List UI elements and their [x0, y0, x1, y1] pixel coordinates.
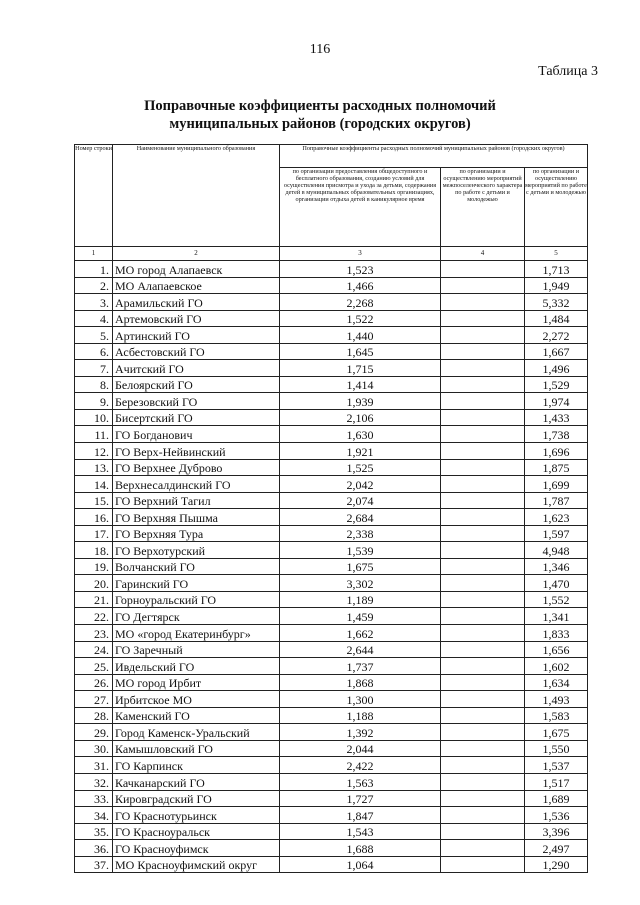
table-row — [75, 360, 588, 377]
row-number: 5. — [75, 327, 113, 344]
table-label: Таблица 3 — [538, 64, 598, 79]
municipality-name: Арамильский ГО — [113, 294, 280, 311]
youth-coefficient: 1,602 — [525, 658, 588, 675]
education-coefficient: 1,868 — [280, 674, 441, 691]
row-number: 3. — [75, 294, 113, 311]
header-education-coefficient: по организации предоставления общедоступного и бесплатного образования, созданию условий для осуществления присмотра и ухода за детьми, содержания детей в муниципальных образовательных организациях, организации отдыха детей в каникулярное время — [280, 168, 441, 247]
interdistrict-youth-coefficient — [441, 360, 525, 377]
row-number: 25. — [75, 658, 113, 675]
row-number: 37. — [75, 856, 113, 873]
youth-coefficient: 1,787 — [525, 492, 588, 509]
interdistrict-youth-coefficient — [441, 856, 525, 873]
education-coefficient: 2,422 — [280, 757, 441, 774]
row-number: 11. — [75, 426, 113, 443]
municipality-name: Волчанский ГО — [113, 558, 280, 575]
education-coefficient: 1,563 — [280, 773, 441, 790]
row-number: 4. — [75, 310, 113, 327]
table-row — [75, 724, 588, 741]
header-interdistrict-youth-coefficient: по организации и осуществлению мероприятий межпоселенческого характера по работе с детьми и молодежью — [441, 168, 525, 247]
youth-coefficient: 2,272 — [525, 327, 588, 344]
youth-coefficient: 1,537 — [525, 757, 588, 774]
table-row — [75, 476, 588, 493]
education-coefficient: 1,847 — [280, 807, 441, 824]
municipality-name: ГО Верхний Тагил — [113, 492, 280, 509]
interdistrict-youth-coefficient — [441, 426, 525, 443]
municipality-name: МО Алапаевское — [113, 277, 280, 294]
youth-coefficient: 1,536 — [525, 807, 588, 824]
coefficients-table — [74, 144, 588, 873]
row-number: 15. — [75, 492, 113, 509]
youth-coefficient: 1,656 — [525, 641, 588, 658]
header-youth-coefficient: по организации и осуществлению мероприятий по работе с детьми и молодежью — [525, 168, 588, 247]
row-number: 27. — [75, 691, 113, 708]
interdistrict-youth-coefficient — [441, 409, 525, 426]
interdistrict-youth-coefficient — [441, 476, 525, 493]
table-row — [75, 310, 588, 327]
municipality-name: Ирбитское МО — [113, 691, 280, 708]
education-coefficient: 1,459 — [280, 608, 441, 625]
table-row — [75, 625, 588, 642]
municipality-name: ГО Краснотурьинск — [113, 807, 280, 824]
interdistrict-youth-coefficient — [441, 608, 525, 625]
interdistrict-youth-coefficient — [441, 393, 525, 410]
row-number: 18. — [75, 542, 113, 559]
municipality-name: Асбестовский ГО — [113, 343, 280, 360]
youth-coefficient: 2,497 — [525, 840, 588, 857]
municipality-name: ГО Верхотурский — [113, 542, 280, 559]
education-coefficient: 1,466 — [280, 277, 441, 294]
municipality-name: ГО Заречный — [113, 641, 280, 658]
row-number: 36. — [75, 840, 113, 857]
interdistrict-youth-coefficient — [441, 724, 525, 741]
municipality-name: Камышловский ГО — [113, 740, 280, 757]
table-row — [75, 740, 588, 757]
municipality-name: МО город Алапаевск — [113, 261, 280, 278]
interdistrict-youth-coefficient — [441, 807, 525, 824]
row-number: 1. — [75, 261, 113, 278]
youth-coefficient: 1,341 — [525, 608, 588, 625]
row-number: 21. — [75, 591, 113, 608]
municipality-name: Качканарский ГО — [113, 773, 280, 790]
municipality-name: Белоярский ГО — [113, 376, 280, 393]
education-coefficient: 1,921 — [280, 443, 441, 460]
row-number: 23. — [75, 625, 113, 642]
table-row — [75, 823, 588, 840]
interdistrict-youth-coefficient — [441, 823, 525, 840]
municipality-name: Горноуральский ГО — [113, 591, 280, 608]
interdistrict-youth-coefficient — [441, 509, 525, 526]
municipality-name: ГО Красноуральск — [113, 823, 280, 840]
row-number: 22. — [75, 608, 113, 625]
education-coefficient: 2,044 — [280, 740, 441, 757]
youth-coefficient: 1,699 — [525, 476, 588, 493]
youth-coefficient: 1,597 — [525, 525, 588, 542]
municipality-name: ГО Карпинск — [113, 757, 280, 774]
document-title — [0, 97, 640, 133]
municipality-name: Каменский ГО — [113, 707, 280, 724]
interdistrict-youth-coefficient — [441, 790, 525, 807]
table-row — [75, 757, 588, 774]
youth-coefficient: 1,433 — [525, 409, 588, 426]
interdistrict-youth-coefficient — [441, 459, 525, 476]
page-number: 116 — [309, 42, 331, 57]
education-coefficient: 1,939 — [280, 393, 441, 410]
interdistrict-youth-coefficient — [441, 674, 525, 691]
municipality-name: ГО Богданович — [113, 426, 280, 443]
table-row — [75, 840, 588, 857]
education-coefficient: 1,300 — [280, 691, 441, 708]
table-row — [75, 608, 588, 625]
municipality-name: ГО Красноуфимск — [113, 840, 280, 857]
table-row — [75, 691, 588, 708]
municipality-name: МО Красноуфимский округ — [113, 856, 280, 873]
table-row — [75, 658, 588, 675]
table-body — [75, 261, 588, 873]
table-row — [75, 327, 588, 344]
youth-coefficient: 1,623 — [525, 509, 588, 526]
youth-coefficient: 1,696 — [525, 443, 588, 460]
row-number: 28. — [75, 707, 113, 724]
column-number: 4 — [441, 247, 525, 261]
interdistrict-youth-coefficient — [441, 277, 525, 294]
youth-coefficient: 1,496 — [525, 360, 588, 377]
education-coefficient: 1,414 — [280, 376, 441, 393]
table-row — [75, 509, 588, 526]
interdistrict-youth-coefficient — [441, 343, 525, 360]
row-number: 2. — [75, 277, 113, 294]
youth-coefficient: 1,583 — [525, 707, 588, 724]
municipality-name: Гаринский ГО — [113, 575, 280, 592]
municipality-name: Верхнесалдинский ГО — [113, 476, 280, 493]
interdistrict-youth-coefficient — [441, 525, 525, 542]
table-row — [75, 558, 588, 575]
header-municipality-name: Наименование муниципального образования — [113, 145, 280, 247]
column-number: 5 — [525, 247, 588, 261]
column-number: 3 — [280, 247, 441, 261]
interdistrict-youth-coefficient — [441, 492, 525, 509]
table-row — [75, 707, 588, 724]
education-coefficient: 1,189 — [280, 591, 441, 608]
youth-coefficient: 1,484 — [525, 310, 588, 327]
youth-coefficient: 1,974 — [525, 393, 588, 410]
education-coefficient: 1,392 — [280, 724, 441, 741]
row-number: 16. — [75, 509, 113, 526]
education-coefficient: 1,662 — [280, 625, 441, 642]
education-coefficient: 2,684 — [280, 509, 441, 526]
education-coefficient: 1,539 — [280, 542, 441, 559]
education-coefficient: 1,188 — [280, 707, 441, 724]
interdistrict-youth-coefficient — [441, 707, 525, 724]
row-number: 35. — [75, 823, 113, 840]
education-coefficient: 1,688 — [280, 840, 441, 857]
municipality-name: ГО Верхняя Тура — [113, 525, 280, 542]
header-coefficients-group: Поправочные коэффициенты расходных полномочий муниципальных районов (городских округов) — [280, 145, 588, 168]
row-number: 9. — [75, 393, 113, 410]
interdistrict-youth-coefficient — [441, 542, 525, 559]
municipality-name: ГО Верхняя Пышма — [113, 509, 280, 526]
youth-coefficient: 1,875 — [525, 459, 588, 476]
interdistrict-youth-coefficient — [441, 376, 525, 393]
row-number: 26. — [75, 674, 113, 691]
youth-coefficient: 1,949 — [525, 277, 588, 294]
municipality-name: Артинский ГО — [113, 327, 280, 344]
education-coefficient: 1,523 — [280, 261, 441, 278]
education-coefficient: 2,106 — [280, 409, 441, 426]
youth-coefficient: 1,517 — [525, 773, 588, 790]
table-row — [75, 525, 588, 542]
interdistrict-youth-coefficient — [441, 261, 525, 278]
municipality-name: ГО Верх-Нейвинский — [113, 443, 280, 460]
youth-coefficient: 1,738 — [525, 426, 588, 443]
table-row — [75, 575, 588, 592]
education-coefficient: 1,645 — [280, 343, 441, 360]
row-number: 6. — [75, 343, 113, 360]
table-row — [75, 641, 588, 658]
table-row — [75, 443, 588, 460]
row-number: 30. — [75, 740, 113, 757]
youth-coefficient: 1,550 — [525, 740, 588, 757]
table-row — [75, 674, 588, 691]
municipality-name: Город Каменск-Уральский — [113, 724, 280, 741]
municipality-name: Кировградский ГО — [113, 790, 280, 807]
table-row — [75, 591, 588, 608]
municipality-name: Ивдельский ГО — [113, 658, 280, 675]
row-number: 32. — [75, 773, 113, 790]
table-row — [75, 409, 588, 426]
interdistrict-youth-coefficient — [441, 558, 525, 575]
table-row — [75, 807, 588, 824]
youth-coefficient: 1,833 — [525, 625, 588, 642]
table-row — [75, 426, 588, 443]
education-coefficient: 2,268 — [280, 294, 441, 311]
table-row — [75, 773, 588, 790]
education-coefficient: 2,042 — [280, 476, 441, 493]
table-row — [75, 294, 588, 311]
education-coefficient: 1,737 — [280, 658, 441, 675]
row-number: 33. — [75, 790, 113, 807]
municipality-name: МО город Ирбит — [113, 674, 280, 691]
education-coefficient: 2,644 — [280, 641, 441, 658]
interdistrict-youth-coefficient — [441, 773, 525, 790]
interdistrict-youth-coefficient — [441, 658, 525, 675]
municipality-name: Бисертский ГО — [113, 409, 280, 426]
table-row — [75, 261, 588, 278]
interdistrict-youth-coefficient — [441, 691, 525, 708]
row-number: 13. — [75, 459, 113, 476]
youth-coefficient: 5,332 — [525, 294, 588, 311]
youth-coefficient: 1,529 — [525, 376, 588, 393]
row-number: 29. — [75, 724, 113, 741]
interdistrict-youth-coefficient — [441, 443, 525, 460]
interdistrict-youth-coefficient — [441, 757, 525, 774]
education-coefficient: 2,074 — [280, 492, 441, 509]
interdistrict-youth-coefficient — [441, 641, 525, 658]
youth-coefficient: 1,493 — [525, 691, 588, 708]
table-row — [75, 277, 588, 294]
table-row — [75, 343, 588, 360]
youth-coefficient: 1,346 — [525, 558, 588, 575]
youth-coefficient: 1,470 — [525, 575, 588, 592]
education-coefficient: 1,727 — [280, 790, 441, 807]
youth-coefficient: 3,396 — [525, 823, 588, 840]
row-number: 7. — [75, 360, 113, 377]
interdistrict-youth-coefficient — [441, 591, 525, 608]
education-coefficient: 3,302 — [280, 575, 441, 592]
municipality-name: Ачитский ГО — [113, 360, 280, 377]
youth-coefficient: 1,675 — [525, 724, 588, 741]
youth-coefficient: 4,948 — [525, 542, 588, 559]
interdistrict-youth-coefficient — [441, 625, 525, 642]
education-coefficient: 1,630 — [280, 426, 441, 443]
row-number: 17. — [75, 525, 113, 542]
municipality-name: МО «город Екатеринбург» — [113, 625, 280, 642]
youth-coefficient: 1,634 — [525, 674, 588, 691]
interdistrict-youth-coefficient — [441, 294, 525, 311]
interdistrict-youth-coefficient — [441, 840, 525, 857]
table-row — [75, 492, 588, 509]
education-coefficient: 1,525 — [280, 459, 441, 476]
youth-coefficient: 1,290 — [525, 856, 588, 873]
title-line-1: Поправочные коэффициенты расходных полномочий — [144, 98, 496, 114]
education-coefficient: 1,064 — [280, 856, 441, 873]
table-row — [75, 856, 588, 873]
education-coefficient: 1,675 — [280, 558, 441, 575]
row-number: 14. — [75, 476, 113, 493]
row-number: 8. — [75, 376, 113, 393]
municipality-name: Артемовский ГО — [113, 310, 280, 327]
row-number: 19. — [75, 558, 113, 575]
table-row — [75, 542, 588, 559]
title-line-2: муниципальных районов (городских округов) — [169, 116, 471, 132]
youth-coefficient: 1,713 — [525, 261, 588, 278]
interdistrict-youth-coefficient — [441, 310, 525, 327]
education-coefficient: 1,440 — [280, 327, 441, 344]
row-number: 12. — [75, 443, 113, 460]
table-row — [75, 376, 588, 393]
education-coefficient: 1,715 — [280, 360, 441, 377]
municipality-name: ГО Верхнее Дуброво — [113, 459, 280, 476]
interdistrict-youth-coefficient — [441, 327, 525, 344]
row-number: 34. — [75, 807, 113, 824]
row-number: 20. — [75, 575, 113, 592]
municipality-name: Березовский ГО — [113, 393, 280, 410]
education-coefficient: 2,338 — [280, 525, 441, 542]
education-coefficient: 1,522 — [280, 310, 441, 327]
row-number: 10. — [75, 409, 113, 426]
youth-coefficient: 1,667 — [525, 343, 588, 360]
table-row — [75, 393, 588, 410]
table-row — [75, 790, 588, 807]
youth-coefficient: 1,689 — [525, 790, 588, 807]
row-number: 24. — [75, 641, 113, 658]
education-coefficient: 1,543 — [280, 823, 441, 840]
youth-coefficient: 1,552 — [525, 591, 588, 608]
interdistrict-youth-coefficient — [441, 740, 525, 757]
interdistrict-youth-coefficient — [441, 575, 525, 592]
header-row-number: Номер строки — [75, 145, 113, 247]
municipality-name: ГО Дегтярск — [113, 608, 280, 625]
column-number: 1 — [75, 247, 113, 261]
row-number: 31. — [75, 757, 113, 774]
table-row — [75, 459, 588, 476]
column-number: 2 — [113, 247, 280, 261]
